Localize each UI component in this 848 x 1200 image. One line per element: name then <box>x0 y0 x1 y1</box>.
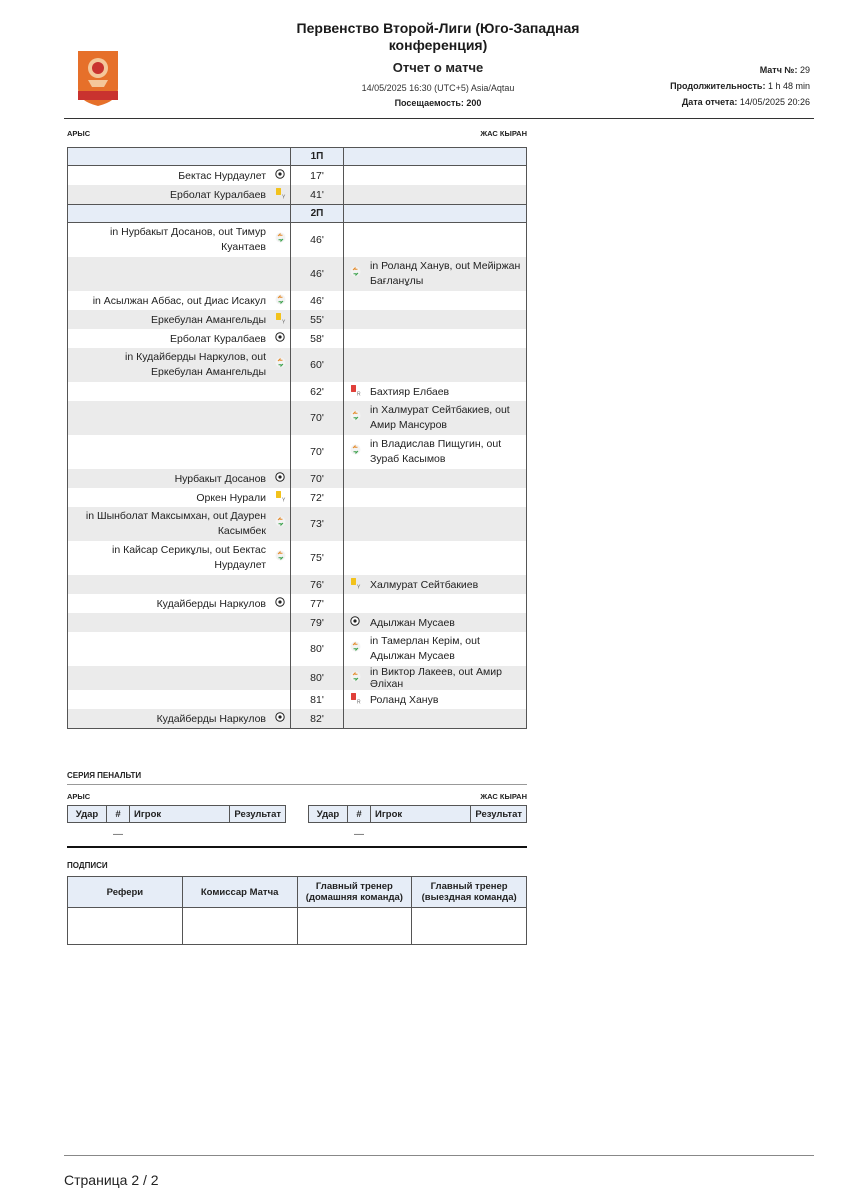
event-minute: 80' <box>291 632 344 666</box>
substitution-icon <box>275 294 286 308</box>
match-events-table <box>67 147 527 729</box>
event-minute: 81' <box>291 690 344 709</box>
event-text: in Асылжан Аббас, out Диас Исакул <box>92 294 266 307</box>
col-number: # <box>107 806 130 823</box>
penalties-divider <box>67 784 527 785</box>
report-title: Первенство Второй-Лиги (Юго-Западная конференция) <box>296 20 580 53</box>
goal-icon <box>275 712 285 725</box>
event-text: Роланд Ханув <box>370 693 439 706</box>
event-minute: 58' <box>291 329 344 348</box>
event-text: Ерболат Куралбаев <box>169 188 266 201</box>
col-kick: Удар <box>68 806 107 823</box>
event-text: Ерболат Куралбаев <box>169 332 266 345</box>
event-minute: 82' <box>291 709 344 729</box>
event-text: Еркебулан Амангельды <box>151 313 266 326</box>
penalties-away-team: ЖАС КЫРАН <box>480 792 527 801</box>
home-team-name: АРЫС <box>67 129 91 138</box>
event-minute: 77' <box>291 594 344 613</box>
event-row <box>68 223 527 258</box>
event-row <box>68 185 527 205</box>
col-player: Игрок <box>130 806 230 823</box>
goal-icon <box>275 332 285 345</box>
event-text: in Кайсар Серикұлы, out Бектас Нурдаулет <box>112 544 266 571</box>
event-text: in Шынболат Максымхан, out Даурен Касымбек <box>85 510 266 537</box>
sig-referee-header: Рефери <box>68 877 183 908</box>
event-text: Халмурат Сейтбакиев <box>370 578 479 591</box>
attendance: Посещаемость: 200 <box>394 98 482 108</box>
event-row <box>68 666 527 690</box>
yellow-card-icon <box>275 312 286 327</box>
substitution-icon <box>350 444 361 460</box>
page-number: Страница 2 / 2 <box>64 1172 159 1188</box>
sig-home-coach-header: Главный тренер (домашняя команда) <box>297 877 412 908</box>
yellow-card-icon <box>275 490 286 505</box>
event-minute: 70' <box>291 469 344 488</box>
event-text: in Тамерлан Керім, out Адылжан Мусаев <box>370 635 480 662</box>
event-minute: 60' <box>291 348 344 382</box>
substitution-icon <box>275 516 286 532</box>
event-row <box>68 348 527 382</box>
signatures-table <box>67 876 527 945</box>
event-minute: 17' <box>291 166 344 186</box>
substitution-icon <box>275 550 286 566</box>
substitution-icon <box>350 641 361 657</box>
red-card-icon <box>350 692 361 707</box>
substitution-icon <box>350 266 361 282</box>
sig-referee-cell <box>68 908 183 945</box>
away-team-name: ЖАС КЫРАН <box>480 129 527 138</box>
event-text: Бахтияр Елбаев <box>370 385 450 398</box>
event-minute: 72' <box>291 488 344 507</box>
signatures-title: ПОДПИСИ <box>67 861 108 870</box>
event-minute: 41' <box>291 185 344 205</box>
event-minute: 80' <box>291 666 344 690</box>
match-duration: Продолжительность: 1 h 48 min <box>670 81 810 91</box>
col-result: Результат <box>230 806 286 823</box>
svg-text:Y: Y <box>281 194 285 199</box>
col-result: Результат <box>471 806 527 823</box>
event-row <box>68 632 527 666</box>
event-minute: 46' <box>291 291 344 310</box>
report-subtitle: Отчет о матче <box>392 60 484 75</box>
penalties-away-table <box>308 805 527 845</box>
svg-text:Y: Y <box>281 497 285 502</box>
event-text: in Владислав Пищугин, out Зураб Касымов <box>370 438 502 465</box>
event-text: Оркен Нурали <box>196 491 266 504</box>
penalties-home-empty: — <box>113 828 123 840</box>
sig-home-coach-cell <box>297 908 412 945</box>
event-minute: 55' <box>291 310 344 329</box>
col-player: Игрок <box>371 806 471 823</box>
event-text: Адылжан Мусаев <box>370 616 455 629</box>
svg-text:R: R <box>356 391 361 396</box>
yellow-card-icon <box>275 187 286 202</box>
penalties-home-table <box>67 805 286 845</box>
event-row <box>68 507 527 541</box>
event-minute: 75' <box>291 541 344 575</box>
sig-commissioner-header: Комиссар Матча <box>182 877 297 908</box>
event-row <box>68 310 527 329</box>
sig-away-coach-cell <box>412 908 527 945</box>
match-number: Матч №: 29 <box>759 65 810 75</box>
event-row <box>68 690 527 709</box>
event-minute: 62' <box>291 382 344 401</box>
event-row <box>68 257 527 291</box>
event-text: in Виктор Лакеев, out Амир Әліхан <box>370 666 502 690</box>
penalties-home-team: АРЫС <box>67 792 91 801</box>
event-row <box>68 575 527 594</box>
footer-divider <box>64 1155 814 1156</box>
svg-text:Y: Y <box>281 319 285 324</box>
event-minute: 73' <box>291 507 344 541</box>
period-header-row <box>68 205 527 223</box>
svg-text:R: R <box>356 699 361 704</box>
event-minute: 46' <box>291 257 344 291</box>
league-logo <box>74 49 122 107</box>
col-kick: Удар <box>309 806 348 823</box>
event-minute: 46' <box>291 223 344 258</box>
event-minute: 76' <box>291 575 344 594</box>
goal-icon <box>275 472 285 485</box>
event-row <box>68 435 527 469</box>
event-text: in Нурбакыт Досанов, out Тимур Куантаев <box>110 226 266 253</box>
goal-icon <box>275 597 285 610</box>
event-row <box>68 382 527 401</box>
event-text: in Роланд Ханув, out Мейіржан Бағланұлы <box>370 260 521 287</box>
substitution-icon <box>350 671 361 685</box>
event-row <box>68 541 527 575</box>
substitution-icon <box>275 232 286 248</box>
red-card-icon <box>350 384 361 399</box>
event-text: Бектас Нурдаулет <box>178 169 266 182</box>
event-row <box>68 613 527 632</box>
penalties-away-empty: — <box>354 828 364 840</box>
goal-icon <box>350 616 360 629</box>
yellow-card-icon <box>350 577 361 592</box>
penalties-title: СЕРИЯ ПЕНАЛЬТИ <box>67 771 142 780</box>
period-header-row <box>68 148 527 166</box>
goal-icon <box>275 169 285 182</box>
substitution-icon <box>350 410 361 426</box>
event-row <box>68 291 527 310</box>
event-text: Кудайберды Наркулов <box>156 597 266 610</box>
event-row <box>68 469 527 488</box>
event-text: Кудайберды Наркулов <box>156 712 266 725</box>
event-minute: 70' <box>291 435 344 469</box>
event-text: in Халмурат Сейтбакиев, out Амир Мансуров <box>370 404 510 431</box>
penalties-bottom-rule <box>67 846 527 848</box>
period-label: 1П <box>291 148 344 166</box>
match-datetime: 14/05/2025 16:30 (UTC+5) Asia/Aqtau <box>361 83 515 93</box>
col-number: # <box>348 806 371 823</box>
event-row <box>68 488 527 507</box>
sig-commissioner-cell <box>182 908 297 945</box>
event-text: Нурбакыт Досанов <box>174 472 266 485</box>
substitution-icon <box>275 357 286 373</box>
report-date: Дата отчета: 14/05/2025 20:26 <box>681 97 810 107</box>
period-label: 2П <box>291 205 344 223</box>
event-text: in Кудайберды Наркулов, out Еркебулан Амангельды <box>125 351 266 378</box>
event-row <box>68 709 527 729</box>
event-minute: 79' <box>291 613 344 632</box>
event-minute: 70' <box>291 401 344 435</box>
event-row <box>68 329 527 348</box>
sig-away-coach-header: Главный тренер (выездная команда) <box>412 877 527 908</box>
event-row <box>68 166 527 186</box>
event-row <box>68 401 527 435</box>
event-row <box>68 594 527 613</box>
svg-text:Y: Y <box>356 584 360 589</box>
header-divider <box>64 118 814 119</box>
